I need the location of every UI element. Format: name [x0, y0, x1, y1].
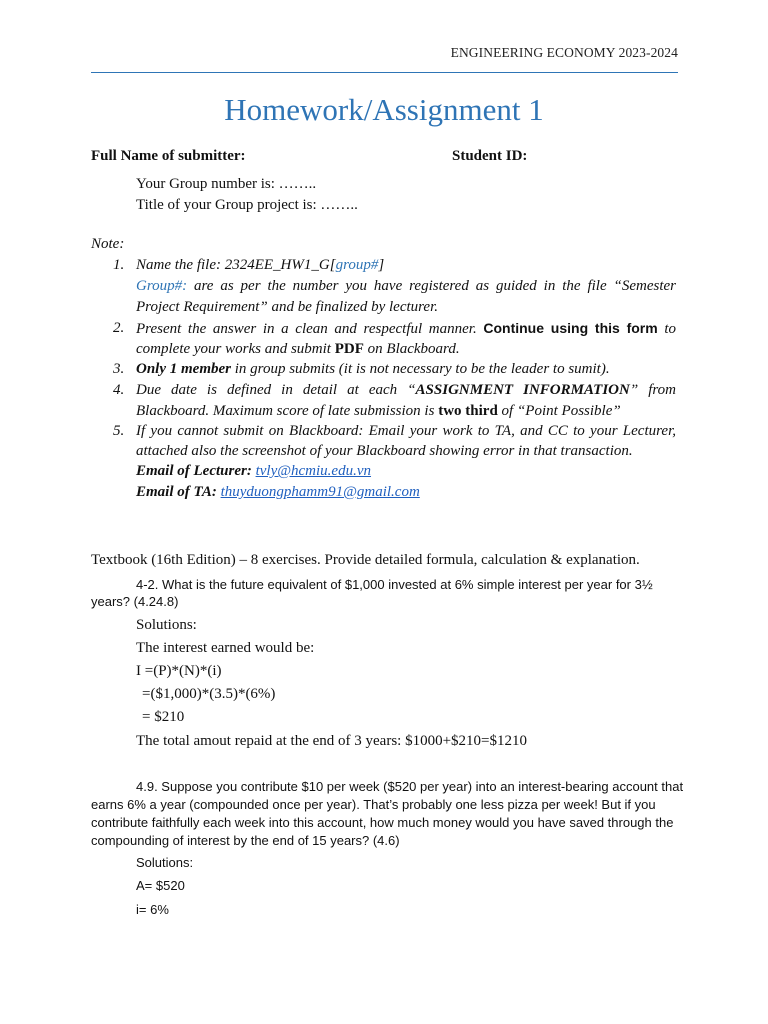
note-item-2-line-2: complete your works and submit PDF on Blackboard. [136, 341, 460, 357]
solutions-heading-2: Solutions: [136, 855, 194, 870]
solution-1-line-1: The interest earned would be: [136, 640, 315, 656]
ta-email-line [136, 484, 676, 501]
solution-2-line-1: A= $520 [136, 878, 185, 893]
submitter-name-label: Full Name of submitter: [91, 148, 246, 164]
note-item-2-line-1: Present the answer in a clean and respectful manner. Continue using this form to [136, 320, 676, 337]
solution-1-line-3: =($1,000)*(3.5)*(6%) [142, 686, 276, 702]
solution-1-line-4: = $210 [142, 709, 185, 725]
solution-2-line-2: i= 6% [136, 902, 169, 917]
note-heading: Note: [91, 236, 125, 252]
page-title: Homework/Assignment 1 [224, 92, 544, 127]
question-4-2-line-2: years? (4.24.8) [91, 594, 179, 609]
student-id-label: Student ID: [452, 148, 528, 164]
note-item-1-line-2: Group#: are as per the number you have registered as guided in the file “Semester [136, 278, 676, 294]
question-4-9-line-3: contribute faithfully each week into this account, how much money would you have saved through the [91, 815, 674, 830]
note-number-2: 2. [113, 320, 125, 336]
solution-1-line-5: The total amout repaid at the end of 3 years: $1000+$210=$1210 [136, 733, 527, 749]
note-item-5-line-1: If you cannot submit on Blackboard: Email your work to TA, and CC to your Lecturer, [136, 423, 676, 439]
note-number-1: 1. [113, 257, 125, 273]
note-number-5: 5. [113, 423, 125, 439]
note-item-4-line-2: Blackboard. Maximum score of late submission is two third of “Point Possible” [136, 403, 621, 419]
header-divider [91, 72, 678, 73]
ta-email-link[interactable]: thuyduongphamm91@gmail.com [220, 484, 420, 500]
lecturer-email-line [136, 463, 676, 480]
solution-1-line-2: I =(P)*(N)*(i) [136, 663, 222, 679]
note-number-4: 4. [113, 382, 125, 398]
note-item-5-line-2: attached also the screenshot of your Blackboard showing error in that transaction. [136, 443, 633, 459]
group-number-line: Your Group number is: …….. [136, 176, 317, 192]
note-item-1-line-3: Project Requirement” and be finalized by lecturer. [136, 299, 439, 315]
lecturer-email-link[interactable]: tvly@hcmiu.edu.vn [255, 463, 372, 479]
note-item-3-line-1: Only 1 member in group submits (it is not necessary to be the leader to sumit). [136, 361, 610, 377]
ta-email-label: Email of TA: [136, 484, 217, 500]
lecturer-email-label: Email of Lecturer: [136, 463, 252, 479]
textbook-instructions: Textbook (16th Edition) – 8 exercises. Provide detailed formula, calculation & explanation. [91, 552, 640, 568]
group-project-line: Title of your Group project is: …….. [136, 197, 358, 213]
note-number-3: 3. [113, 361, 125, 377]
solutions-heading-1: Solutions: [136, 617, 197, 633]
question-4-9-line-4: compounding of interest by the end of 15 years? (4.6) [91, 833, 400, 848]
note-item-1-line-1: Name the file: 2324EE_HW1_G[group#] [136, 257, 385, 273]
note-item-4-line-1: Due date is defined in detail at each “ASSIGNMENT INFORMATION” from [136, 382, 677, 398]
question-4-2-line-1: 4-2. What is the future equivalent of $1,000 invested at 6% simple interest per year for 3½ [136, 577, 653, 592]
header-course: ENGINEERING ECONOMY 2023-2024 [450, 45, 678, 60]
question-4-9-line-1: 4.9. Suppose you contribute $10 per week ($520 per year) into an interest-bearing account that [136, 779, 684, 794]
question-4-9-line-2: earns 6% a year (compounded once per year). That’s probably one less pizza per week! But if you [91, 797, 656, 812]
